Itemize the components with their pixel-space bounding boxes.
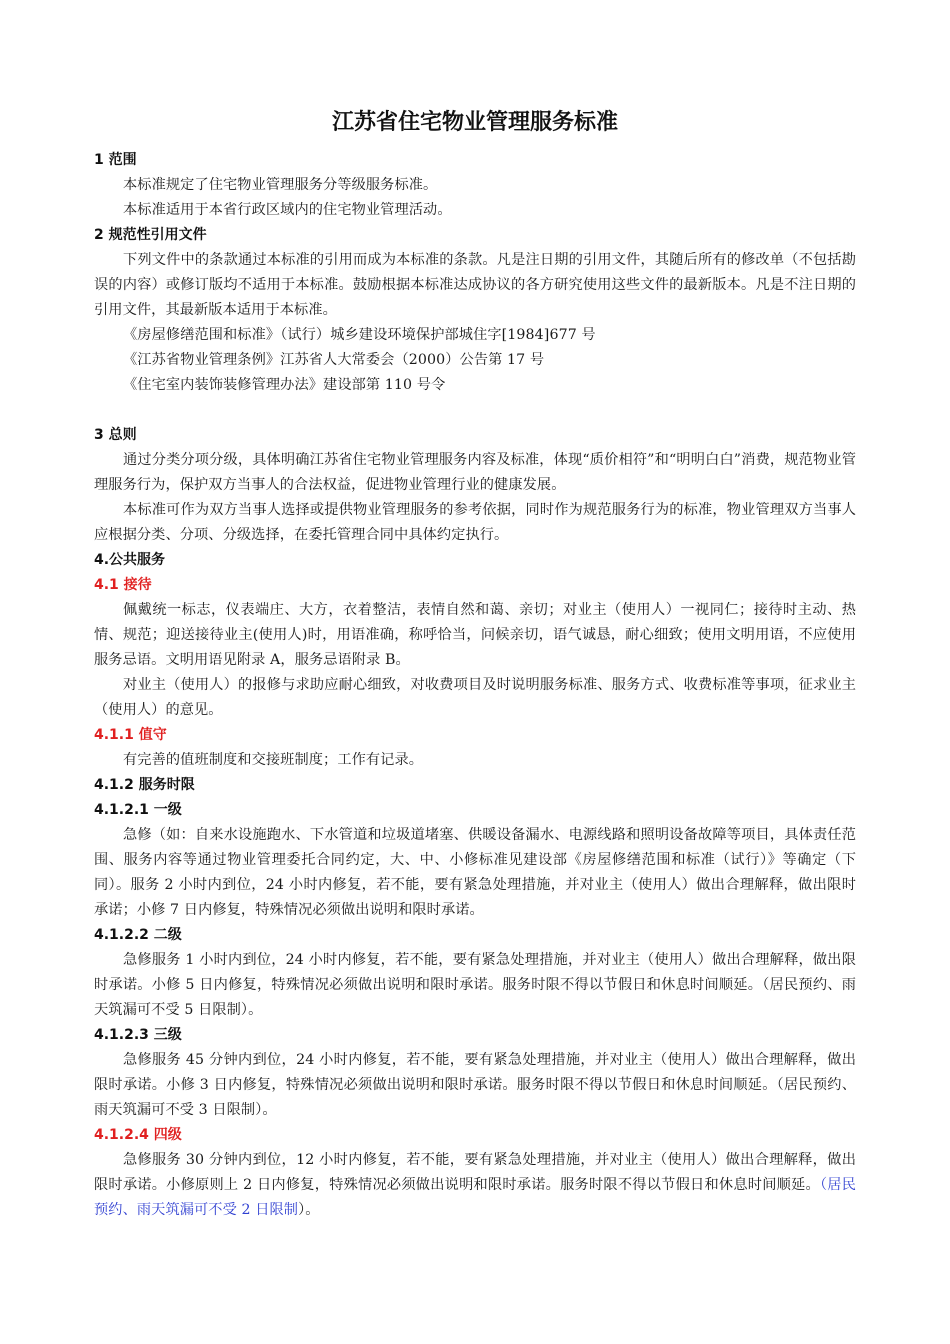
paragraph: 对业主（使用人）的报修与求助应耐心细致，对收费项目及时说明服务标准、服务方式、收费标准等事项，征求业主（使用人）的意见。 xyxy=(94,677,856,718)
paragraph: 佩戴统一标志，仪表端庄、大方，衣着整洁，表情自然和蔼、亲切；对业主（使用人）一视同仁；接待时主动、热情、规范；迎送接待业主(使用人)时，用语准确，称呼恰当，问候亲切，语气诚恳，耐心细致；使用文明用语，不应使用服务忌语。文明用语见附录 A，服务忌语附录 B。 xyxy=(94,602,856,668)
section-heading-scope: 1 范围 xyxy=(94,152,137,168)
level-heading-4: 4.1.2.4 四级 xyxy=(94,1127,182,1143)
reference-item: 《江苏省物业管理条例》江苏省人大常委会（2000）公告第 17 号 xyxy=(123,352,545,368)
paragraph: 急修服务 1 小时内到位，24 小时内修复，若不能，要有紧急处理措施，并对业主（使用人）做出合理解释，做出限时承诺。小修 5 日内修复，特殊情况必须做出说明和限时承诺。服务时限不得以节假日和休息时间顺延。（居民预约、雨天筑漏可不受 5 日限制）。 xyxy=(94,952,856,1018)
paragraph: 有完善的值班制度和交接班制度；工作有记录。 xyxy=(123,752,424,768)
paragraph: 急修服务 45 分钟内到位，24 小时内修复，若不能，要有紧急处理措施，并对业主（使用人）做出合理解释，做出限时承诺。小修 3 日内修复，特殊情况必须做出说明和限时承诺。服务时限不得以节假日和休息时间顺延。（居民预约、雨天筑漏可不受 3 日限制）。 xyxy=(94,1052,856,1118)
subsection-heading-service-time: 4.1.2 服务时限 xyxy=(94,777,195,793)
paragraph: 本标准适用于本省行政区域内的住宅物业管理活动。 xyxy=(123,202,452,218)
paragraph-end: ）。 xyxy=(298,1202,320,1218)
reference-item: 《房屋修缮范围和标准》（试行）城乡建设环境保护部城住字[1984]677 号 xyxy=(123,327,596,343)
paragraph-text: 急修服务 30 分钟内到位，12 小时内修复，若不能，要有紧急处理措施，并对业主（使用人）做出合理解释，做出限时承诺。小修原则上 2 日内修复，特殊情况必须做出说明和限时承诺。服务时限不得以节假日和休息时间顺延。 xyxy=(94,1152,856,1193)
section-heading-public-service: 4.公共服务 xyxy=(94,552,166,568)
section-heading-references: 2 规范性引用文件 xyxy=(94,227,207,243)
paragraph: 本标准可作为双方当事人选择或提供物业管理服务的参考依据，同时作为规范服务行为的标准，物业管理双方当事人应根据分类、分项、分级选择，在委托管理合同中具体约定执行。 xyxy=(94,502,856,543)
section-heading-general: 3 总则 xyxy=(94,427,137,443)
document-page xyxy=(94,108,856,1223)
subsection-heading-duty: 4.1.1 值守 xyxy=(94,727,167,743)
document-title: 江苏省住宅物业管理服务标准 xyxy=(331,110,618,135)
paragraph xyxy=(94,1148,856,1223)
paragraph: 本标准规定了住宅物业管理服务分等级服务标准。 xyxy=(123,177,438,193)
highlighted-note: （居民预约、雨天筑漏可不受 2 日限制 xyxy=(94,1177,857,1218)
paragraph: 下列文件中的条款通过本标准的引用而成为本标准的条款。凡是注日期的引用文件，其随后所有的修改单（不包括勘误的内容）或修订版均不适用于本标准。鼓励根据本标准达成协议的各方研究使用这些文件的最新版本。凡是不注日期的引用文件，其最新版本适用于本标准。 xyxy=(94,252,856,318)
level-heading-2: 4.1.2.2 二级 xyxy=(94,927,182,943)
paragraph: 通过分类分项分级，具体明确江苏省住宅物业管理服务内容及标准，体现“质价相符”和“明明白白”消费，规范物业管理服务行为，保护双方当事人的合法权益，促进物业管理行业的健康发展。 xyxy=(94,452,856,493)
subsection-heading-reception: 4.1 接待 xyxy=(94,577,152,593)
level-heading-1: 4.1.2.1 一级 xyxy=(94,802,182,818)
blank-line xyxy=(94,398,856,423)
paragraph: 急修（如：自来水设施跑水、下水管道和垃圾道堵塞、供暖设备漏水、电源线路和照明设备故障等项目，具体责任范围、服务内容等通过物业管理委托合同约定，大、中、小修标准见建设部《房屋修缮范围和标准（试行）》等确定（下同）。服务 2 小时内到位，24 小时内修复，若不能，要有紧急处理措施，并对业主（使用人）做出合理解释，做出限时承诺；小修 7 日内修复，特殊情况必须做出说明和限时承诺。 xyxy=(94,827,856,918)
level-heading-3: 4.1.2.3 三级 xyxy=(94,1027,182,1043)
reference-item: 《住宅室内装饰装修管理办法》建设部第 110 号令 xyxy=(123,377,446,393)
